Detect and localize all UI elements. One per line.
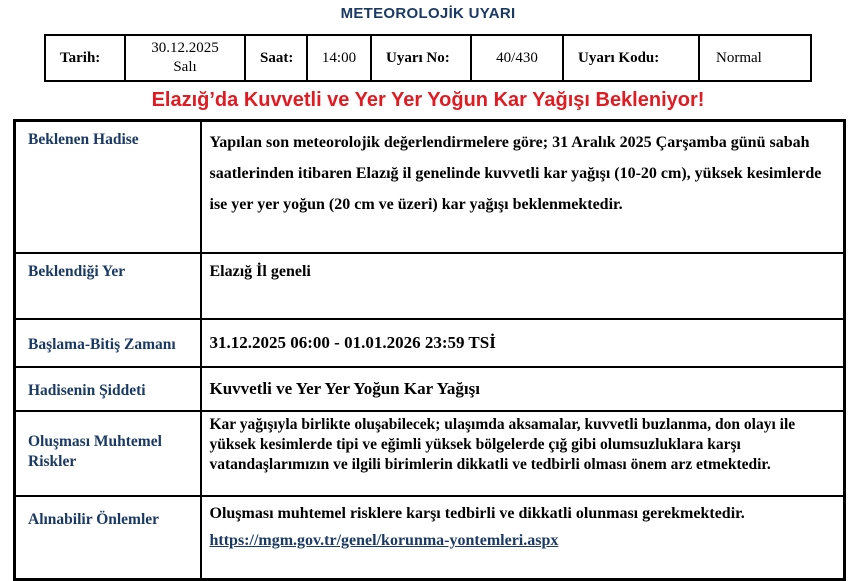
detail-label-expected-location: Beklendiği Yer <box>15 253 201 319</box>
detail-label-event-severity: Hadisenin Şiddeti <box>15 367 201 411</box>
detail-row-expected-location <box>15 253 845 319</box>
warning-code-value: Normal <box>699 35 811 81</box>
detail-value-precautions <box>201 496 845 580</box>
header-info-table <box>44 34 812 82</box>
precautions-text: Oluşması muhtemel risklere karşı tedbirli ve dikkatli olunması gerekmektedir. <box>209 505 745 522</box>
time-label: Saat: <box>245 35 307 81</box>
detail-value-expected-event: Yapılan son meteorolojik değerlendirmelere göre; 31 Aralık 2025 Çarşamba günü sabah saatlerinden itibaren Elazığ il genelinde kuvvetli kar yağışı (10-20 cm), yüksek kesimlerde ise yer yer yoğun (20 cm ve üzeri) kar yağışı beklenmektedir. <box>201 121 845 254</box>
warning-headline: Elazığ’da Kuvvetli ve Yer Yer Yoğun Kar Yağışı Bekleniyor! <box>151 89 705 111</box>
detail-label-precautions: Alınabilir Önlemler <box>15 496 201 580</box>
warning-no-label: Uyarı No: <box>371 35 471 81</box>
detail-row-expected-event <box>15 121 845 254</box>
detail-row-possible-risks <box>15 411 845 496</box>
date-value-date: 30.12.2025 <box>151 40 219 56</box>
date-value <box>125 35 245 81</box>
detail-row-start-end-time <box>15 319 845 367</box>
detail-value-possible-risks: Kar yağışıyla birlikte oluşabilecek; ulaşımda aksamalar, kuvvetli buzlanma, don olayı ile yüksek kesimlerde tipi ve eğimli yüksek bölgelerde çığ gibi olumsuzluklara karşı vatandaşlarımızın ve ilgili birimlerin dikkatli ve tedbirli olması önem arz etmektedir. <box>201 411 845 496</box>
date-value-day: Salı <box>173 59 197 75</box>
warning-details-table <box>13 119 846 581</box>
date-label: Tarih: <box>45 35 125 81</box>
detail-value-start-end-time: 31.12.2025 06:00 - 01.01.2026 23:59 TSİ <box>201 319 845 367</box>
detail-row-precautions <box>15 496 845 580</box>
warning-code-label: Uyarı Kodu: <box>563 35 699 81</box>
detail-label-expected-event: Beklenen Hadise <box>15 121 201 254</box>
detail-label-start-end-time: Başlama-Bitiş Zamanı <box>15 319 201 367</box>
page-title: METEOROLOJİK UYARI <box>340 5 516 22</box>
warning-no-value: 40/430 <box>471 35 563 81</box>
detail-label-possible-risks: Oluşması Muhtemel Riskler <box>15 411 201 496</box>
protection-methods-link[interactable]: https://mgm.gov.tr/genel/korunma-yontemleri.aspx <box>209 532 559 549</box>
detail-row-event-severity <box>15 367 845 411</box>
detail-value-expected-location: Elazığ İl geneli <box>201 253 845 319</box>
detail-value-event-severity: Kuvvetli ve Yer Yer Yoğun Kar Yağışı <box>201 367 845 411</box>
header-info-row <box>45 35 811 81</box>
time-value: 14:00 <box>307 35 371 81</box>
